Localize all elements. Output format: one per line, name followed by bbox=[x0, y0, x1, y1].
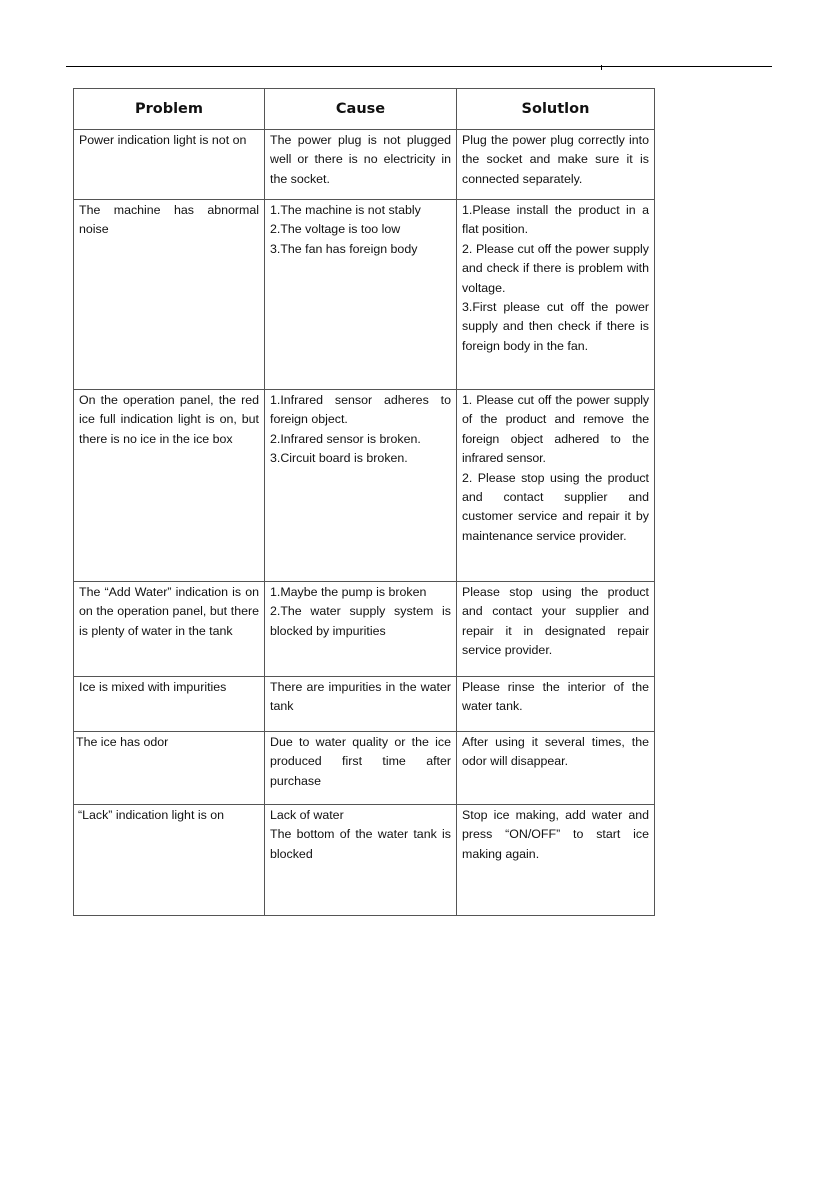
table-row bbox=[74, 200, 655, 390]
cause-line: 1.Infrared sensor adheres to foreign object. bbox=[270, 393, 451, 427]
table-row bbox=[74, 732, 655, 805]
table-row bbox=[74, 130, 655, 200]
solution-cell bbox=[457, 732, 655, 805]
problem-cell: The machine has abnormal noise bbox=[74, 200, 265, 390]
solution-line: After using it several times, the odor will disappear. bbox=[462, 735, 649, 769]
problem-cell: The “Add Water” indication is on on the operation panel, but there is plenty of water in the tank bbox=[74, 582, 265, 677]
problem-cell: “Lack” indication light is on bbox=[74, 805, 265, 916]
header-problem: Problem bbox=[74, 89, 265, 130]
cause-cell bbox=[265, 390, 457, 582]
header-cause: Cause bbox=[265, 89, 457, 130]
cause-line: 3.The fan has foreign body bbox=[270, 241, 418, 256]
cause-cell bbox=[265, 200, 457, 390]
cause-cell bbox=[265, 582, 457, 677]
solution-line: Please rinse the interior of the water tank. bbox=[462, 680, 649, 714]
cause-line: 2.The voltage is too low bbox=[270, 222, 401, 237]
cause-line: 2.Infrared sensor is broken. bbox=[270, 431, 421, 446]
solution-cell bbox=[457, 390, 655, 582]
header-solution: Solutlon bbox=[457, 89, 655, 130]
cause-line: The bottom of the water tank is blocked bbox=[270, 827, 451, 861]
cause-line: 3.Circuit board is broken. bbox=[270, 451, 408, 466]
problem-cell: The ice has odor bbox=[74, 732, 265, 805]
solution-cell bbox=[457, 677, 655, 732]
table-row bbox=[74, 805, 655, 916]
table-row bbox=[74, 582, 655, 677]
solution-line: Plug the power plug correctly into the socket and make sure it is connected separately. bbox=[462, 133, 649, 186]
solution-cell bbox=[457, 200, 655, 390]
solution-line: 1. Please cut off the power supply of the product and remove the foreign object adhered to the infrared sensor. bbox=[462, 393, 649, 466]
solution-cell bbox=[457, 130, 655, 200]
solution-cell bbox=[457, 805, 655, 916]
solution-line: Please stop using the product and contact your supplier and repair it in designated repair service provider. bbox=[462, 585, 649, 658]
cause-line: 1.The machine is not stably bbox=[270, 203, 421, 217]
solution-line: 2. Please cut off the power supply and check if there is problem with voltage. bbox=[462, 241, 649, 295]
table-row bbox=[74, 677, 655, 732]
solution-line: Stop ice making, add water and press “ON/OFF” to start ice making again. bbox=[462, 808, 649, 861]
table-header-row bbox=[74, 89, 655, 130]
cause-cell: Due to water quality or the ice produced first time after purchase bbox=[265, 732, 457, 805]
problem-cell: Ice is mixed with impurities bbox=[74, 677, 265, 732]
solution-line: 1.Please install the product in a flat position. bbox=[462, 203, 649, 237]
table-row bbox=[74, 390, 655, 582]
header-rule bbox=[66, 66, 772, 67]
problem-cell: Power indication light is not on bbox=[74, 130, 265, 200]
problem-cell: On the operation panel, the red ice full indication light is on, but there is no ice in the ice box bbox=[74, 390, 265, 582]
troubleshooting-table bbox=[73, 88, 655, 916]
cause-cell: There are impurities in the water tank bbox=[265, 677, 457, 732]
solution-line: 2. Please stop using the product and contact supplier and customer service and repair it by maintenance service provider. bbox=[462, 470, 649, 543]
cause-cell bbox=[265, 805, 457, 916]
cause-line: Lack of water bbox=[270, 808, 344, 822]
cause-line: 1.Maybe the pump is broken bbox=[270, 585, 427, 599]
solution-cell bbox=[457, 582, 655, 677]
cause-line: 2.The water supply system is blocked by impurities bbox=[270, 604, 451, 638]
cause-cell: The power plug is not plugged well or there is no electricity in the socket. bbox=[265, 130, 457, 200]
solution-line: 3.First please cut off the power supply and then check if there is foreign body in the fan. bbox=[462, 300, 649, 353]
